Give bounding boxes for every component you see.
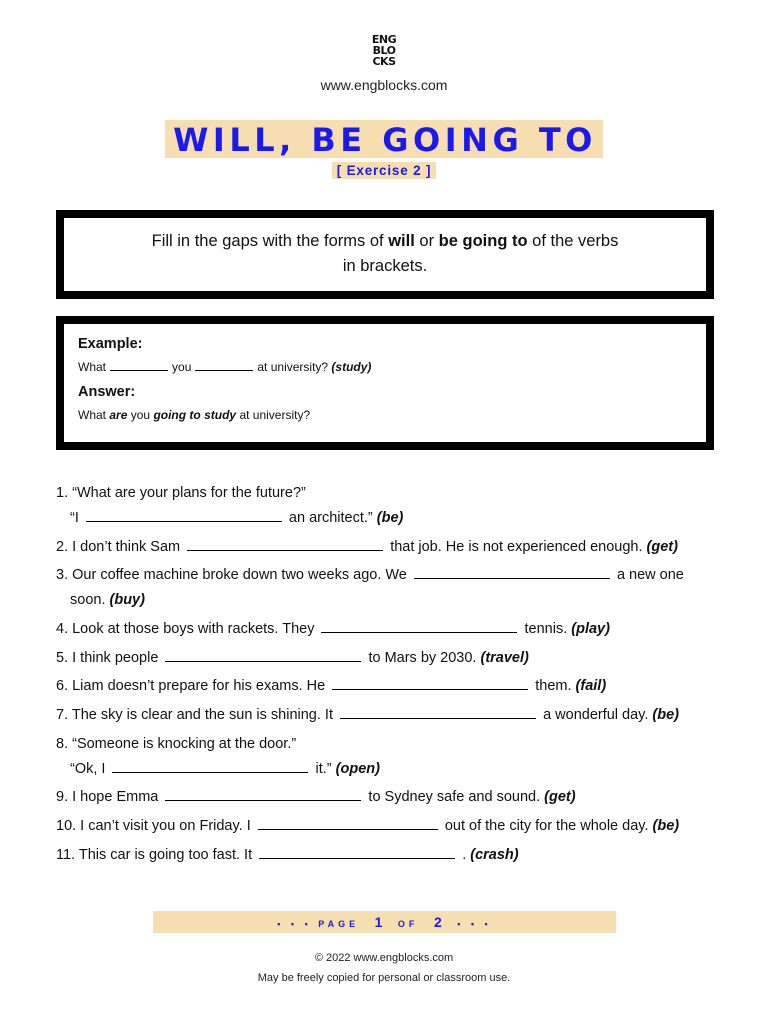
question-10: 10. I can’t visit you on Friday. I out of the city for the whole day. (be) — [56, 818, 680, 834]
question-4: 4. Look at those boys with rackets. They tennis. (play) — [56, 621, 610, 637]
question-1-prompt: 1. “What are your plans for the future?” — [56, 485, 306, 501]
logo-line: CKS — [372, 55, 396, 68]
answer-gap-5[interactable] — [165, 650, 361, 662]
license-note: May be freely copied for personal or classroom use. — [257, 972, 511, 984]
answer-gap-6[interactable] — [332, 678, 528, 690]
question-3-cont: soon. (buy) — [70, 592, 145, 608]
question-8-prompt: 8. “Someone is knocking at the door.” — [56, 736, 297, 752]
total-pages: 2 — [433, 914, 442, 930]
keyword-will: will — [388, 232, 415, 250]
question-3: 3. Our coffee machine broke down two weeks ago. We a new one — [56, 567, 684, 583]
example-gap — [110, 361, 168, 371]
answer-gap-8[interactable] — [112, 761, 308, 773]
exercise-subtitle: [ Exercise 2 ] — [332, 162, 437, 179]
logo-line: BLO — [372, 44, 396, 57]
instructions-box — [56, 210, 714, 299]
website-url: www.engblocks.com — [320, 77, 448, 93]
question-1: “I an architect.” (be) — [70, 510, 404, 526]
page-title: WILL, BE GOING TO — [165, 120, 603, 158]
answer-gap-10[interactable] — [258, 818, 438, 830]
instructions-line-2: in brackets. — [342, 257, 428, 275]
engblocks-logo — [368, 34, 400, 67]
copyright: © 2022 www.engblocks.com — [314, 952, 454, 964]
answer-gap-3[interactable] — [414, 567, 610, 579]
example-question: What you at university? (study) — [78, 360, 372, 374]
answer-gap-4[interactable] — [321, 621, 517, 633]
answer-gap-2[interactable] — [187, 539, 383, 551]
question-5: 5. I think people to Mars by 2030. (travel) — [56, 650, 529, 666]
answer-gap-1[interactable] — [86, 510, 282, 522]
answer-gap-9[interactable] — [165, 789, 361, 801]
question-2: 2. I don’t think Sam that job. He is not experienced enough. (get) — [56, 539, 678, 555]
instructions-line-1: Fill in the gaps with the forms of will or be going to of the verbs — [151, 232, 619, 250]
current-page: 1 — [374, 914, 383, 930]
logo-line: ENG — [371, 33, 397, 46]
question-8: “Ok, I it.” (open) — [70, 761, 380, 777]
question-6: 6. Liam doesn’t prepare for his exams. He them. (fail) — [56, 678, 607, 694]
example-verb: (study) — [331, 360, 372, 374]
answer-gap-11[interactable] — [259, 847, 455, 859]
page-indicator: • • • PAGE 1 OF 2 • • • — [153, 911, 616, 933]
example-answer: What are you going to study at university? — [78, 408, 311, 422]
example-gap — [195, 361, 253, 371]
question-11: 11. This car is going too fast. It . (crash) — [56, 847, 519, 863]
question-7: 7. The sky is clear and the sun is shining. It a wonderful day. (be) — [56, 707, 680, 723]
answer-gap-7[interactable] — [340, 707, 536, 719]
example-box — [56, 316, 714, 450]
answer-label: Answer: — [78, 384, 136, 400]
example-label: Example: — [78, 336, 143, 352]
keyword-be-going-to: be going to — [438, 232, 528, 250]
question-9: 9. I hope Emma to Sydney safe and sound. (get) — [56, 789, 576, 805]
